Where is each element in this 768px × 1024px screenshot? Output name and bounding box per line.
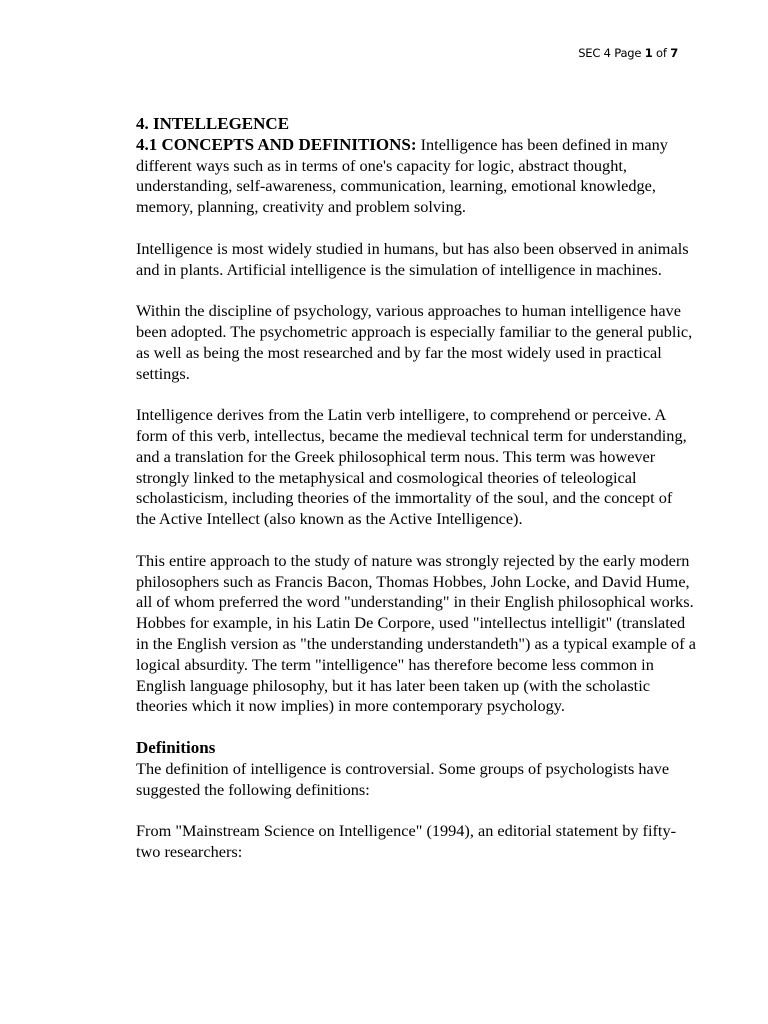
chapter-title-block [136, 114, 696, 135]
page-prefix: Page [614, 46, 642, 60]
definitions-source: From "Mainstream Science on Intelligence" (1994), an editorial statement by fifty-two researchers: [136, 821, 677, 861]
section-heading: 4.1 CONCEPTS AND DEFINITIONS: [136, 134, 417, 154]
page-of: of [656, 46, 667, 60]
chapter-title: 4. INTELLEGENCE [136, 114, 290, 133]
definitions-intro: The definition of intelligence is controversial. Some groups of psychologists have suggested the following definitions: [136, 758, 670, 799]
paragraph-1 [136, 135, 696, 218]
section-label: SEC 4 [578, 46, 611, 60]
definitions-block [136, 738, 696, 800]
paragraph-4: Intelligence derives from the Latin verb intelligere, to comprehend or perceive. A form of this verb, intellectus, became the medieval technical term for understanding, and a translation for the Greek philosophical term nous. This term was however strongly linked to the metaphysical and cosmological theories of teleological scholasticism, including theories of the immortality of the soul, and the concept of the Active Intellect (also known as the Active Intelligence). [136, 405, 687, 529]
page-current: 1 [644, 46, 653, 60]
paragraph-5: This entire approach to the study of nature was strongly rejected by the early modern philosophers such as Francis Bacon, Thomas Hobbes, John Locke, and David Hume, all of whom preferred the word "understanding" in their English philosophical works. Hobbes for example, in his Latin De Corpore, used "intellectus intelligit" (translated in the English version as "the understanding understandeth") as a typical example of a logical absurdity. The term "intelligence" has therefore become less common in English language philosophy, but it has later been taken up (with the scholastic theories which it now implies) in more contemporary psychology. [136, 550, 696, 716]
page-total: 7 [670, 46, 678, 60]
page-header [578, 46, 678, 60]
definitions-heading: Definitions [136, 737, 216, 757]
paragraph-3: Within the discipline of psychology, various approaches to human intelligence have been adopted. The psychometric approach is especially familiar to the general public, as well as being the most researched and by far the most widely used in practical settings. [136, 301, 693, 383]
document-body [136, 114, 696, 883]
paragraph-2: Intelligence is most widely studied in humans, but has also been observed in animals and in plants. Artificial intelligence is the simulation of intelligence in machines. [136, 238, 689, 279]
paragraph-1-text: Intelligence has been defined in many different ways such as in terms of one's capacity for logic, abstract thought, understanding, self-awareness, communication, learning, emotional knowledge, memory, planning, creativity and problem solving. [136, 134, 668, 217]
